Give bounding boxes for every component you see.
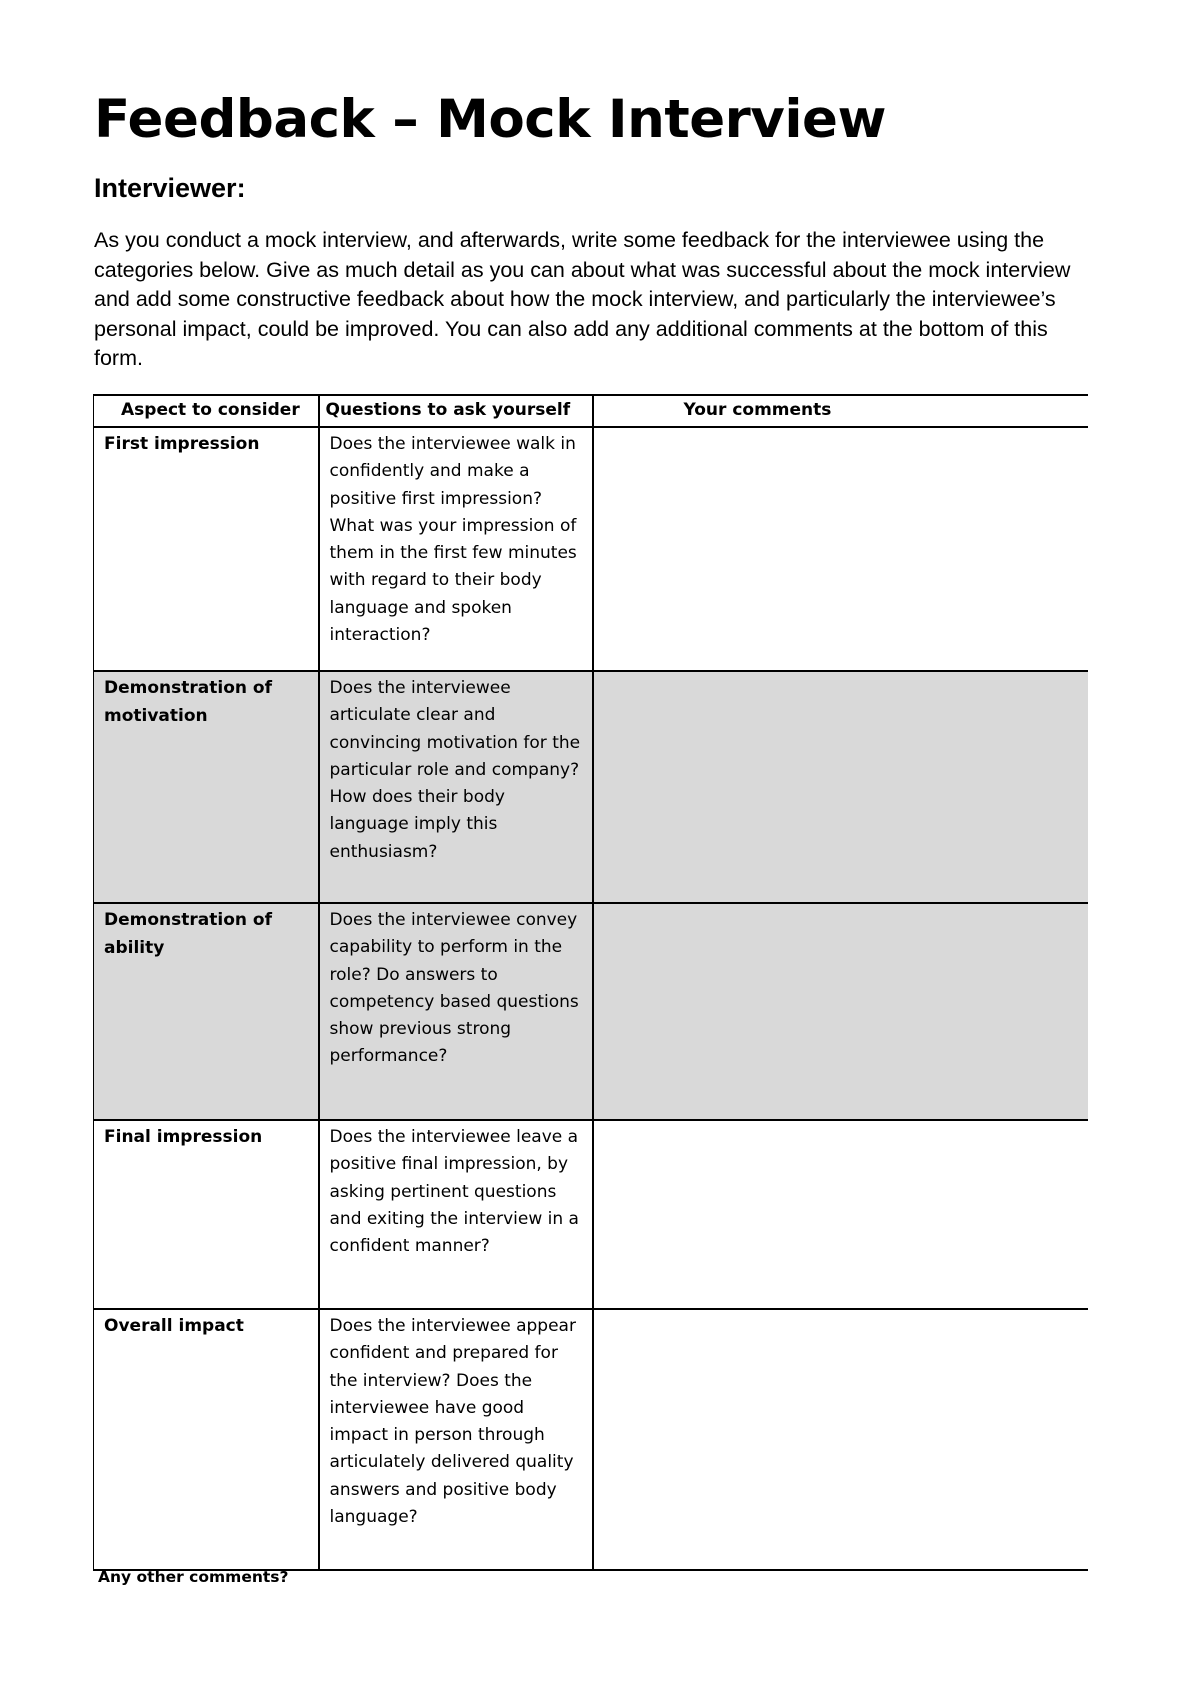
table-row [94,903,1088,1120]
table-header-row [94,395,1088,427]
table-row [94,1309,1088,1570]
feedback-table [93,394,1088,1571]
question-motivation: Does the interviewee articulate clear and convincing motivation for the particular role and company? How does their body language imply this enthusiasm? [319,671,593,903]
table-row [94,671,1088,903]
comment-cell-first-impression[interactable] [593,427,1088,671]
aspect-first-impression: First impression [94,427,319,671]
question-final-impression: Does the interviewee leave a positive final impression, by asking pertinent questions and exiting the interview in a confident manner? [319,1120,593,1309]
question-first-impression: Does the interviewee walk in confidently and make a positive first impression? What was your impression of them in the first few minutes with regard to their body language and spoken interaction? [319,427,593,671]
question-overall-impact: Does the interviewee appear confident and prepared for the interview? Does the interviewee have good impact in person through articulately delivered quality answers and positive body language? [319,1309,593,1570]
aspect-final-impression: Final impression [94,1120,319,1309]
comment-cell-final-impression[interactable] [593,1120,1088,1309]
header-comments: Your comments [593,395,1088,427]
comment-cell-motivation[interactable] [593,671,1088,903]
header-questions: Questions to ask yourself [319,395,593,427]
aspect-overall-impact: Overall impact [94,1309,319,1570]
aspect-motivation: Demonstration of motivation [94,671,319,903]
comment-cell-ability[interactable] [593,903,1088,1120]
table-row [94,1120,1088,1309]
intro-paragraph: As you conduct a mock interview, and afterwards, write some feedback for the interviewee using the categories below. Give as much detail as you can about what was successful about the mock interview and add some constructive feedback about how the mock interview, and particularly the interviewee’s personal impact, could be improved. You can also add any additional comments at the bottom of this form. [94,228,1071,370]
question-ability: Does the interviewee convey capability to perform in the role? Do answers to competency based questions show previous strong performance? [319,903,593,1120]
header-aspect: Aspect to consider [94,395,319,427]
page-title: Feedback – Mock Interview [94,89,886,150]
interviewer-label: Interviewer: [94,173,246,203]
comment-cell-overall-impact[interactable] [593,1309,1088,1570]
other-comments-label: Any other comments? [98,1568,289,1586]
table-row [94,427,1088,671]
aspect-ability: Demonstration of ability [94,903,319,1120]
